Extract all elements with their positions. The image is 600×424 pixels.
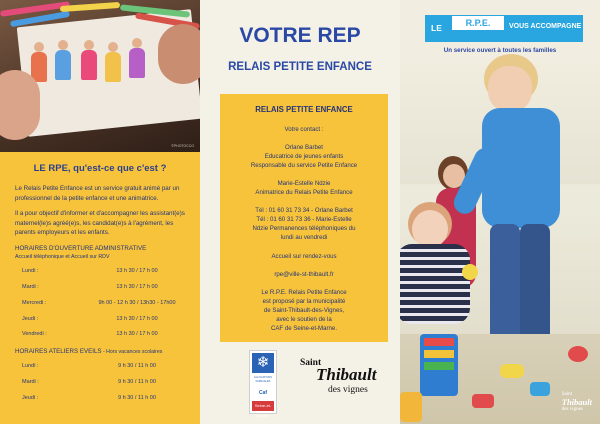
contact-role: Responsable du service Petite Enfance bbox=[250, 162, 358, 169]
goal-paragraph: Il a pour objectif d'informer et d'accompagner les assistant(e)s maternel(le)s agréé(e)s, les candidat(e)s à l'agrément, les parents employeurs et les enfants. bbox=[15, 210, 185, 236]
toddler-striped-shirt bbox=[400, 244, 470, 324]
workshop-hours-row: Lundi : 9 h 30 / 11 h 00 bbox=[22, 363, 156, 369]
closing-line: est proposé par la municipalité bbox=[262, 298, 346, 305]
appointment-note: Accueil sur rendez-vous bbox=[271, 253, 337, 260]
banner-tail: VOUS ACCOMPAGNE bbox=[509, 23, 582, 30]
left-panel bbox=[0, 0, 200, 424]
boy-blue-shirt bbox=[482, 108, 560, 228]
admin-hours-row: Jeudi : 13 h 30 / 17 h 00 bbox=[22, 316, 158, 322]
closing-line: Le R.P.E. Relais Petite Enfance bbox=[261, 289, 347, 296]
photo-credit: ©PHOTOCCO bbox=[171, 144, 194, 148]
email-link[interactable]: rpe@ville-st-thibault.fr bbox=[274, 271, 334, 278]
workshop-hours-row: Mardi : 9 h 30 / 11 h 00 bbox=[22, 379, 156, 385]
contact-role: Educatrice de jeunes enfants bbox=[264, 153, 344, 160]
boy-face bbox=[488, 66, 532, 112]
toy-ball bbox=[568, 346, 588, 362]
toy-block bbox=[472, 394, 494, 408]
caf-logo: ❄ ALLOCATIONS FAMILIALES Caf Seine-et-Marne bbox=[249, 350, 277, 414]
page-title: VOTRE REP bbox=[239, 24, 361, 47]
phone-line: lundi au vendredi bbox=[280, 234, 328, 241]
banner-le: LE bbox=[431, 23, 442, 33]
toy-block bbox=[400, 392, 422, 422]
snowflake-icon: ❄ bbox=[252, 353, 274, 373]
closing-line: avec le soutien de la bbox=[276, 316, 332, 323]
admin-hours-note: Accueil téléphonique et Accueil sur RDV bbox=[15, 254, 110, 260]
admin-hours-row: Mardi : 13 h 30 / 17 h 00 bbox=[22, 284, 158, 290]
middle-panel bbox=[200, 0, 400, 424]
children-playing-photo bbox=[400, 64, 600, 424]
workshop-hours-row: Jeudi : 9 h 30 / 11 h 00 bbox=[22, 395, 156, 401]
rpe-banner bbox=[425, 15, 583, 42]
drawn-child-figure bbox=[105, 52, 121, 82]
phone-line: Tél : 01 60 31 73 36 - Marie-Estelle bbox=[256, 216, 352, 223]
page-subtitle: RELAIS PETITE ENFANCE bbox=[228, 61, 372, 73]
contact-box bbox=[220, 94, 388, 342]
child-hand bbox=[158, 24, 200, 84]
tagline: Un service ouvert à toutes les familles bbox=[443, 47, 557, 54]
closing-line: CAF de Seine-et-Marne. bbox=[270, 325, 338, 332]
contact-label: Votre contact : bbox=[284, 126, 324, 133]
drawn-child-figure bbox=[81, 50, 97, 80]
intro-paragraph: Le Relais Petite Enfance est un service gratuit animé par un professionnel de la petite enfance et une animatrice. bbox=[15, 185, 180, 202]
toy-block bbox=[530, 382, 550, 396]
toy-block bbox=[500, 364, 524, 378]
section-title: LE RPE, qu'est-ce que c'est ? bbox=[33, 163, 167, 174]
admin-hours-row: Lundi : 13 h 30 / 17 h 00 bbox=[22, 268, 158, 274]
admin-hours-title: HORAIRES D'OUVERTURE ADMINISTRATIVE bbox=[15, 245, 147, 252]
closing-line: de Saint-Thibault-des-Vignes, bbox=[263, 307, 345, 314]
contact-box-heading: RELAIS PETITE ENFANCE bbox=[255, 105, 353, 114]
toy-ball bbox=[462, 264, 478, 280]
admin-hours-row: Vendredi : 13 h 30 / 17 h 00 bbox=[22, 331, 158, 337]
child-hand bbox=[0, 70, 40, 140]
contact-role: Animatrice du Relais Petite Enfance bbox=[255, 189, 353, 196]
town-logo: Saint Thibault des vignes bbox=[300, 358, 377, 395]
contact-name: Marie-Estelle Ndzie bbox=[277, 180, 331, 187]
children-drawing-photo bbox=[0, 0, 200, 152]
right-panel bbox=[400, 0, 600, 424]
phone-line: Tél : 01 60 31 73 34 - Orlane Barbet bbox=[255, 207, 353, 214]
phone-line: Ndzie Permanences téléphoniques du bbox=[252, 225, 356, 232]
workshop-hours-title: HORAIRES ATELIERS EVEILS - Hors vacances scolaires bbox=[15, 348, 163, 355]
banner-rpe: R.P.E. bbox=[452, 16, 504, 30]
contact-name: Orlane Barbet bbox=[285, 144, 323, 151]
drawn-child-figure bbox=[129, 48, 145, 78]
drawn-child-figure bbox=[55, 50, 71, 80]
town-logo-small: Saint Thibault des vignes bbox=[561, 392, 592, 412]
admin-hours-row: Mercredi : 9h 00 - 12 h 30 / 13h30 - 17h00 bbox=[22, 300, 176, 306]
toddler-face bbox=[412, 210, 448, 248]
